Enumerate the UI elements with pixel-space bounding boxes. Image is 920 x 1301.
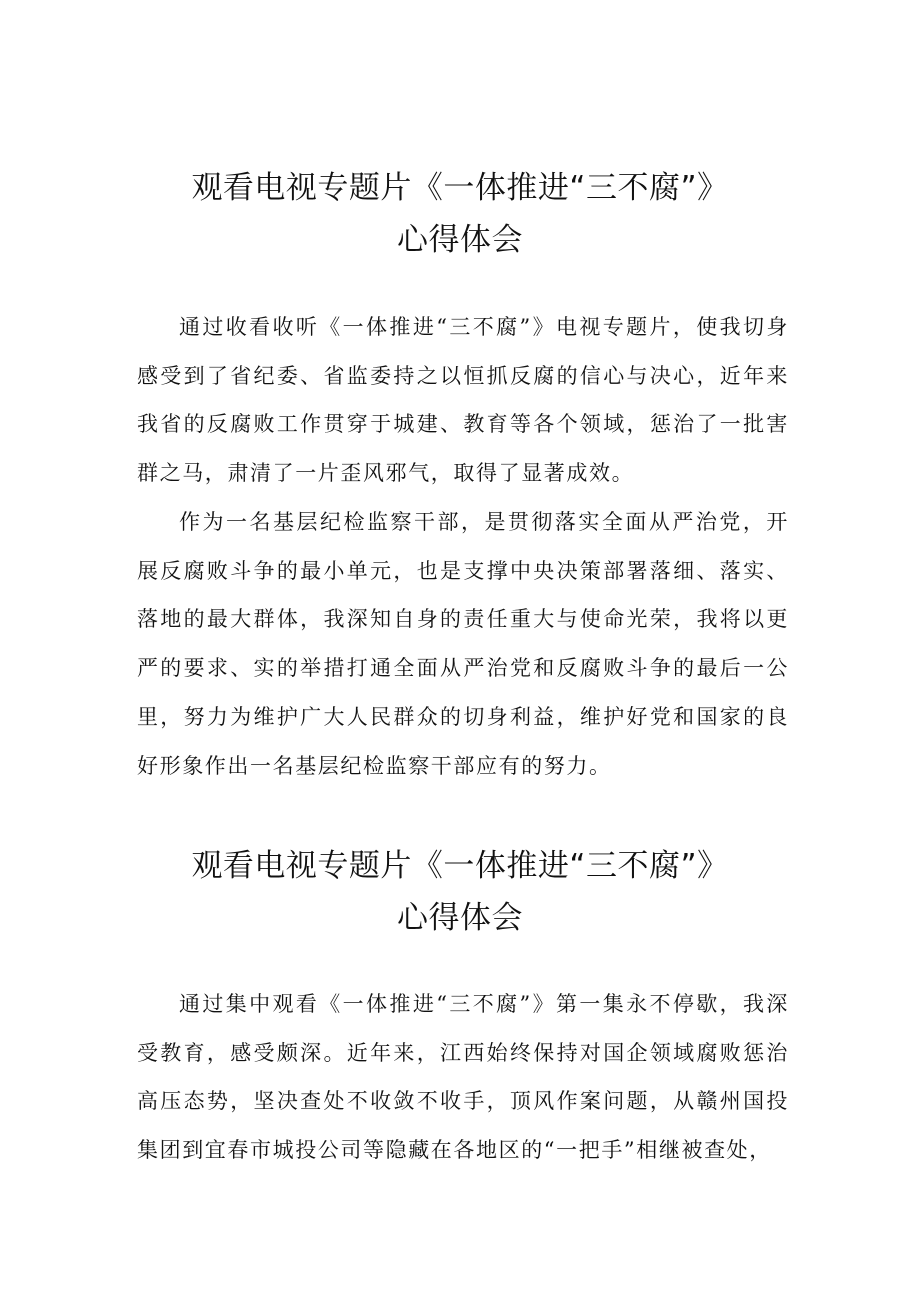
section-2-title-line2: 心得体会 — [397, 900, 523, 936]
section-2-paragraph-1: 通过集中观看《一体推进“三不腐”》第一集永不停歇，我深受教育，感受颇深。近年来，江西始终保持对国企领域腐败惩治高压态势，坚决查处不收敛不收手，顶风作案问题，从赣州国投集团到宜春市城投公司等隐藏在各地区的“一把手”相继被查处， — [137, 992, 789, 1163]
section-1-title-line2: 心得体会 — [397, 222, 523, 258]
section-1-paragraph-2: 作为一名基层纪检监察干部，是贯彻落实全面从严治党，开展反腐败斗争的最小单元，也是支撑中央决策部署落细、落实、落地的最大群体，我深知自身的责任重大与使命光荣，我将以更严的要求、实的举措打通全面从严治党和反腐败斗争的最后一公里，努力为维护广大人民群众的切身利益，维护好党和国家的良好形象作出一名基层纪检监察干部应有的努力。 — [137, 510, 789, 778]
section-1-paragraph-1: 通过收看收听《一体推进“三不腐”》电视专题片，使我切身感受到了省纪委、省监委持之以恒抓反腐的信心与决心，近年来我省的反腐败工作贯穿于城建、教育等各个领域，惩治了一批害群之马，肃清了一片歪风邪气，取得了显著成效。 — [137, 315, 789, 486]
section-2-title-line1: 观看电视专题片《一体推进“三不腐”》 — [191, 848, 729, 884]
section-2-title — [0, 840, 920, 944]
section-1-title-line1: 观看电视专题片《一体推进“三不腐”》 — [191, 170, 729, 206]
section-1-title — [0, 162, 920, 266]
